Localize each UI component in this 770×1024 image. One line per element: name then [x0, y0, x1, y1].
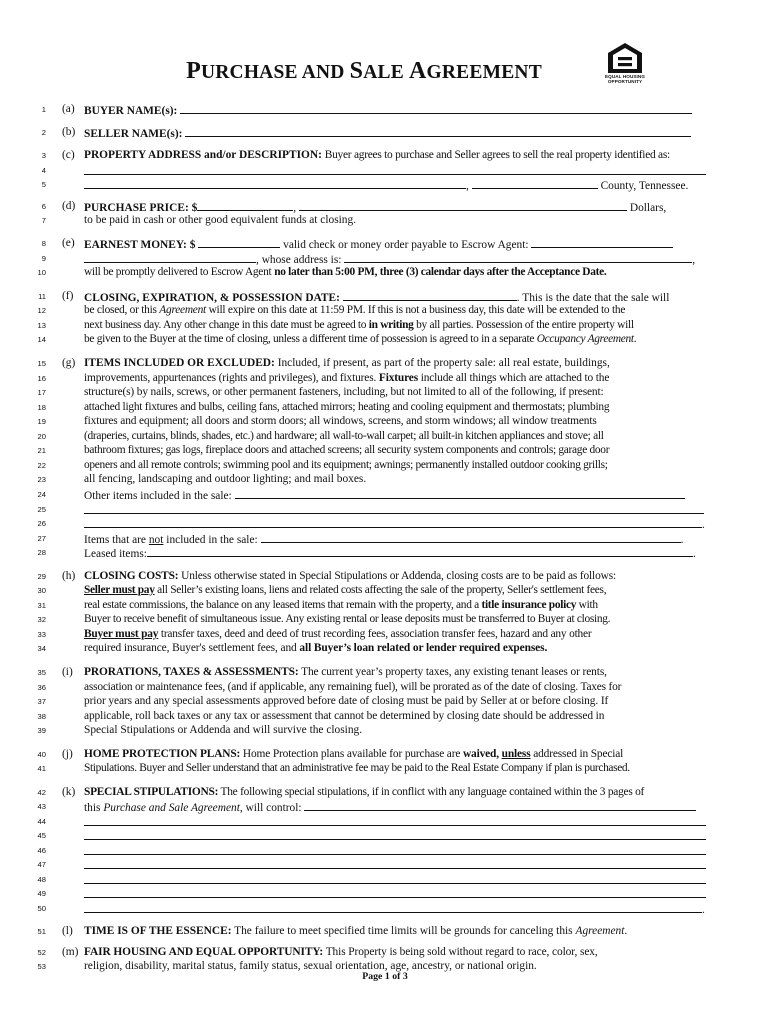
section-marker: (b) — [62, 126, 76, 138]
line-text: bathroom fixtures; gas logs, fireplace doors and attached screens; all security system components and controls; garage door — [84, 444, 610, 456]
line-text: real estate commissions, the balance on any leased items that remain with the property, and a title insurance policy with — [84, 599, 598, 611]
line-number: 17 — [37, 388, 46, 397]
form-line — [0, 666, 770, 679]
line-text: applicable, roll back taxes or any tax or assessment that cannot be determined by closing date should be addressed in — [84, 710, 605, 722]
property-address-field[interactable] — [84, 164, 706, 175]
special-stipulations-field-8[interactable] — [84, 902, 702, 913]
line-number: 31 — [37, 601, 46, 610]
line-number: 8 — [41, 239, 46, 248]
line-number: 25 — [37, 505, 46, 514]
line-text: attached light fixtures and bulbs, ceiling fans, attached mirrors; heating and cooling equipment and thermostats; plumbing — [84, 401, 610, 413]
line-number: 52 — [37, 948, 46, 957]
line-text — [84, 164, 708, 179]
line-text — [84, 844, 708, 859]
form-line — [0, 237, 770, 250]
form-line — [0, 304, 770, 317]
form-line — [0, 762, 770, 775]
form-line — [0, 290, 770, 303]
line-number: 22 — [37, 461, 46, 470]
line-number: 19 — [37, 417, 46, 426]
form-line — [0, 214, 770, 227]
form-line — [0, 873, 770, 886]
form-line — [0, 319, 770, 332]
line-number: 47 — [37, 860, 46, 869]
line-text: will be promptly delivered to Escrow Agent no later than 5:00 PM, three (3) calendar days after the Acceptance Date. — [84, 266, 607, 278]
line-number: 45 — [37, 831, 46, 840]
line-number: 46 — [37, 846, 46, 855]
form-line — [0, 503, 770, 516]
line-number: 37 — [37, 697, 46, 706]
line-number: 42 — [37, 788, 46, 797]
document-title: PURCHASE AND SALE AGREEMENT — [186, 58, 542, 84]
line-text: Buyer to receive benefit of simultaneous issue. Any existing rental or lease deposits must be transferred to Buyer at closing. — [84, 613, 611, 625]
line-text: SELLER NAME(s): — [84, 126, 708, 141]
line-text — [84, 503, 708, 518]
line-text: religion, disability, marital status, family status, sexual orientation, age, ancestry, or national origin. — [84, 960, 537, 972]
county-field[interactable] — [472, 178, 598, 189]
line-text: Stipulations. Buyer and Seller understand that an administrative fee may be paid to the Real Estate Company if plan is purchased. — [84, 762, 630, 774]
line-number: 6 — [41, 202, 46, 211]
form-line — [0, 164, 770, 177]
line-number: 7 — [41, 216, 46, 225]
form-line — [0, 858, 770, 871]
special-stipulations-field-5[interactable] — [84, 858, 706, 869]
line-text: Leased items: . — [84, 548, 696, 560]
line-number: 16 — [37, 374, 46, 383]
line-text: Other items included in the sale: — [84, 488, 708, 503]
line-text: PRORATIONS, TAXES & ASSESSMENTS: The current year’s property taxes, any existing tenant leases or rents, — [84, 666, 607, 678]
other-items-field-2[interactable] — [84, 503, 704, 514]
form-line — [0, 613, 770, 626]
line-number: 3 — [41, 151, 46, 160]
line-text: CLOSING, EXPIRATION, & POSSESSION DATE: . This is the date that the sale will — [84, 292, 670, 304]
property-address-field-2[interactable] — [84, 178, 466, 189]
line-text: Buyer must pay transfer taxes, deed and deed of trust recording fees, association transfer fees, hazard and any other — [84, 628, 592, 640]
line-text: Special Stipulations or Addenda and will survive the closing. — [84, 724, 363, 736]
form-line — [0, 724, 770, 737]
line-text: Seller must pay all Seller’s existing loans, liens and related costs affecting the sale of the property, Seller's settlement fees, — [84, 584, 607, 596]
special-stipulations-field-6[interactable] — [84, 873, 706, 884]
form-line — [0, 401, 770, 414]
leased-items-field[interactable] — [147, 546, 693, 557]
line-text: . — [84, 517, 708, 532]
line-text: (draperies, curtains, blinds, shades, etc.) and hardware; all wall-to-wall carpet; all built-in kitchen appliances and stove; all — [84, 430, 604, 442]
section-marker: (g) — [62, 357, 76, 369]
line-text: HOME PROTECTION PLANS: Home Protection plans available for purchase are waived, unless addressed in Special — [84, 748, 624, 760]
line-text: , County, Tennessee. — [84, 178, 708, 193]
line-number: 24 — [37, 490, 46, 499]
page-number: Page 1 of 3 — [362, 971, 408, 982]
line-text: all fencing, landscaping and outdoor lighting; and mail boxes. — [84, 473, 367, 485]
line-number: 50 — [37, 904, 46, 913]
section-marker: (l) — [62, 925, 73, 937]
form-line — [0, 178, 770, 191]
line-text: ITEMS INCLUDED OR EXCLUDED: Included, if present, as part of the property sale: all real estate, buildings, — [84, 357, 610, 369]
line-number: 49 — [37, 889, 46, 898]
form-line — [0, 415, 770, 428]
line-text: PROPERTY ADDRESS and/or DESCRIPTION: Buyer agrees to purchase and Seller agrees to sell the real property identified as: — [84, 149, 670, 161]
closing-date-field[interactable] — [343, 290, 517, 301]
form-line — [0, 628, 770, 641]
line-number: 1 — [41, 105, 46, 114]
line-text: structure(s) by nails, screws, or other permanent fasteners, including, but not limited to all of the following, if present: — [84, 386, 604, 398]
line-text: SPECIAL STIPULATIONS: The following special stipulations, if in conflict with any language contained within the 3 pages of — [84, 786, 645, 798]
form-line — [0, 430, 770, 443]
not-included-field[interactable] — [261, 532, 681, 543]
form-line — [0, 642, 770, 655]
form-line — [0, 372, 770, 385]
form-line — [0, 444, 770, 457]
section-marker: (h) — [62, 570, 76, 582]
line-number: 21 — [37, 446, 46, 455]
line-text: prior years and any special assessments approved before date of closing must be paid by Seller at or before closing. If — [84, 695, 609, 707]
form-line — [0, 546, 770, 559]
logo-caption-1: EQUAL HOUSING — [604, 74, 645, 79]
line-number: 18 — [37, 403, 46, 412]
form-line — [0, 473, 770, 486]
form-line — [0, 459, 770, 472]
line-text: be closed, or this Agreement will expire on this date at 11:59 PM. If this is not a business day, this date will be extended to the — [84, 304, 626, 316]
purchase-price-field[interactable] — [197, 200, 293, 211]
form-line — [0, 357, 770, 370]
line-text: this Purchase and Sale Agreement, will control: — [84, 800, 708, 815]
special-stipulations-field-4[interactable] — [84, 844, 706, 855]
form-line — [0, 887, 770, 900]
line-number: 30 — [37, 586, 46, 595]
line-number: 33 — [37, 630, 46, 639]
line-text: Items that are not included in the sale: . — [84, 534, 684, 546]
logo-caption-2: OPPORTUNITY — [607, 79, 643, 84]
form-line — [0, 946, 770, 959]
line-number: 20 — [37, 432, 46, 441]
line-number: 9 — [41, 254, 46, 263]
line-number: 4 — [41, 166, 46, 175]
form-line — [0, 786, 770, 799]
buyer-name-field[interactable] — [180, 103, 692, 114]
section-marker: (a) — [62, 103, 75, 115]
line-number: 11 — [38, 292, 46, 301]
line-text — [84, 887, 708, 902]
form-line — [0, 800, 770, 813]
form-line — [0, 925, 770, 938]
line-text: next business day. Any other change in this date must be agreed to in writing by all parties. Possession of the entire property will — [84, 319, 634, 331]
line-number: 29 — [37, 572, 46, 581]
form-line — [0, 695, 770, 708]
line-number: 41 — [37, 764, 46, 773]
escrow-agent-field-2[interactable] — [84, 252, 256, 263]
line-text: to be paid in cash or other good equivalent funds at closing. — [84, 214, 357, 226]
line-number: 51 — [37, 927, 46, 936]
line-number: 53 — [37, 962, 46, 971]
line-text: be given to the Buyer at the time of closing, unless a different time of possession is agreed to in a separate Occupancy Agreement. — [84, 333, 637, 345]
escrow-address-field[interactable] — [344, 252, 692, 263]
form-line — [0, 681, 770, 694]
form-line — [0, 570, 770, 583]
equal-housing-icon — [607, 42, 643, 74]
line-text: fixtures and equipment; all doors and storm doors; all windows, screens, and storm windows; all window treatments — [84, 415, 597, 427]
form-line — [0, 844, 770, 857]
line-number: 2 — [41, 128, 46, 137]
other-items-field[interactable] — [235, 488, 685, 499]
line-number: 44 — [37, 817, 46, 826]
form-line — [0, 333, 770, 346]
special-stipulations-field[interactable] — [304, 800, 696, 811]
line-text: PURCHASE PRICE: $ , Dollars, — [84, 202, 667, 214]
section-marker: (i) — [62, 666, 73, 678]
form-line — [0, 126, 770, 139]
section-marker: (e) — [62, 237, 75, 249]
line-text: required insurance, Buyer's settlement fees, and all Buyer’s loan related or lender required expenses. — [84, 642, 548, 654]
line-number: 39 — [37, 726, 46, 735]
line-text: improvements, appurtenances (rights and privileges), and fixtures. Fixtures include all things which are attached to the — [84, 372, 610, 384]
line-text: openers and all remote controls; swimming pool and its equipment; awnings; permanently installed outdoor cooking grills; — [84, 459, 608, 471]
line-number: 36 — [37, 683, 46, 692]
other-items-field-3[interactable] — [84, 517, 702, 528]
line-number: 38 — [37, 712, 46, 721]
form-line — [0, 200, 770, 213]
section-marker: (j) — [62, 748, 73, 760]
special-stipulations-field-3[interactable] — [84, 829, 706, 840]
form-line — [0, 266, 770, 279]
seller-name-field[interactable] — [185, 126, 691, 137]
form-line — [0, 386, 770, 399]
equal-housing-logo — [600, 42, 650, 84]
special-stipulations-field-2[interactable] — [84, 815, 706, 826]
form-line — [0, 599, 770, 612]
form-line — [0, 902, 770, 915]
form-line — [0, 149, 770, 162]
special-stipulations-field-7[interactable] — [84, 887, 706, 898]
line-text: TIME IS OF THE ESSENCE: The failure to meet specified time limits will be grounds for canceling this Agreement. — [84, 925, 628, 937]
form-line — [0, 829, 770, 842]
line-number: 23 — [37, 475, 46, 484]
line-number: 40 — [37, 750, 46, 759]
form-line — [0, 584, 770, 597]
line-text: EARNEST MONEY: $ valid check or money order payable to Escrow Agent: — [84, 237, 708, 252]
line-number: 48 — [37, 875, 46, 884]
form-line — [0, 517, 770, 530]
section-marker: (d) — [62, 200, 76, 212]
section-marker: (m) — [62, 946, 79, 958]
line-number: 5 — [41, 180, 46, 189]
form-line — [0, 532, 770, 545]
line-number: 28 — [37, 548, 46, 557]
escrow-agent-field[interactable] — [531, 237, 673, 248]
line-text: BUYER NAME(s): — [84, 103, 708, 118]
form-line — [0, 815, 770, 828]
line-number: 26 — [37, 519, 46, 528]
form-line — [0, 748, 770, 761]
line-number: 27 — [37, 534, 46, 543]
line-number: 10 — [37, 268, 46, 277]
line-text: , whose address is: , — [84, 252, 708, 267]
line-number: 15 — [37, 359, 46, 368]
section-marker: (f) — [62, 290, 74, 302]
line-number: 13 — [37, 321, 46, 330]
line-text: . — [84, 902, 708, 917]
form-line — [0, 488, 770, 501]
line-text — [84, 873, 708, 888]
line-text: CLOSING COSTS: Unless otherwise stated in Special Stipulations or Addenda, closing costs are to be paid as follows: — [84, 570, 616, 582]
line-number: 12 — [37, 306, 46, 315]
purchase-price-words-field[interactable] — [299, 200, 627, 211]
line-number: 43 — [37, 802, 46, 811]
line-text — [84, 858, 708, 873]
form-line — [0, 103, 770, 116]
line-number: 35 — [37, 668, 46, 677]
earnest-money-field[interactable] — [198, 237, 280, 248]
form-line — [0, 710, 770, 723]
section-marker: (c) — [62, 149, 75, 161]
line-number: 32 — [37, 615, 46, 624]
section-marker: (k) — [62, 786, 76, 798]
line-number: 14 — [37, 335, 46, 344]
line-text — [84, 829, 708, 844]
line-text: FAIR HOUSING AND EQUAL OPPORTUNITY: This Property is being sold without regard to race, color, sex, — [84, 946, 598, 958]
line-number: 34 — [37, 644, 46, 653]
line-text — [84, 815, 708, 830]
line-text: association or maintenance fees, (and if applicable, any remaining fuel), will be prorated as of the date of closing. Taxes for — [84, 681, 622, 693]
form-line — [0, 252, 770, 265]
